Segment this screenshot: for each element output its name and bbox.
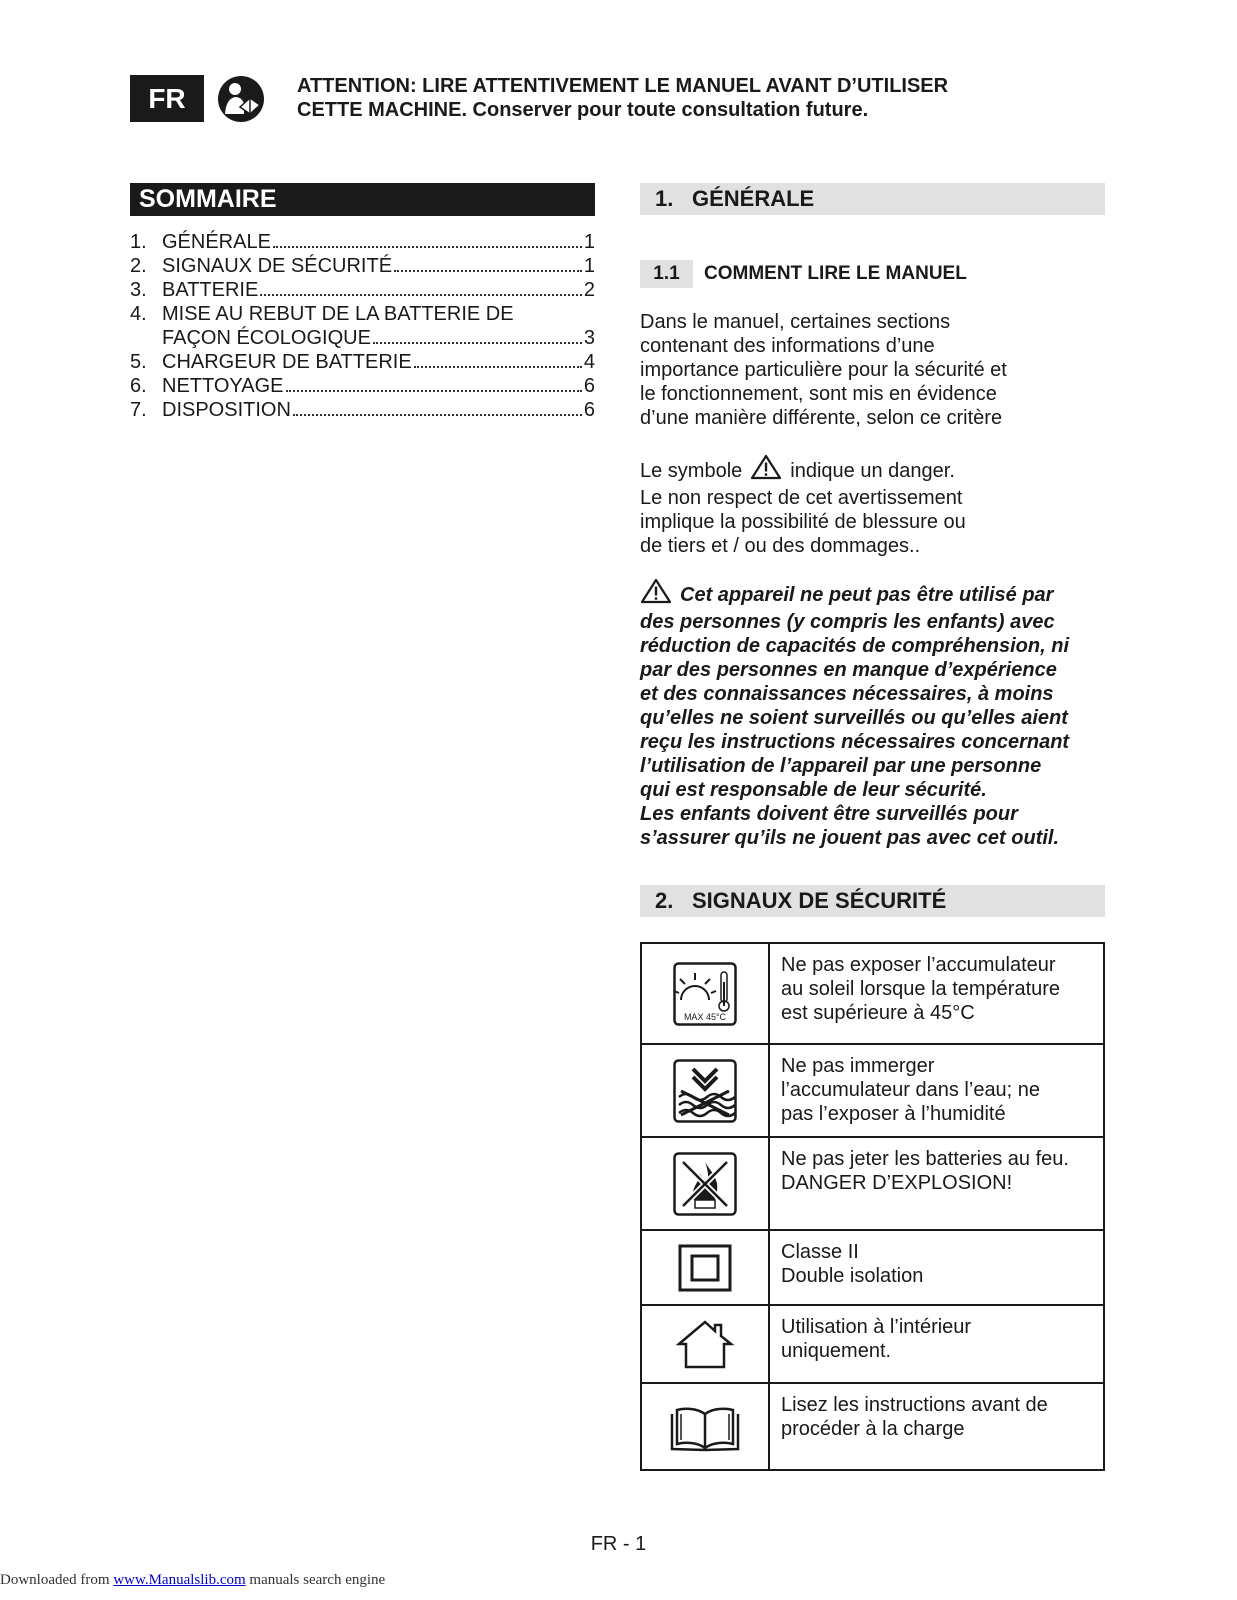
warning-paragraph: Cet appareil ne peut pas être utilisé par des personnes (y compris les enfants) avec réduction de capacités de compréhension, ni par des personnes en manque d’expérience et des connaissances nécessaires, à moins qu’elles ne soient surveillés ou qu’elles aient reçu les instructions nécessaires concernant l’utilisation de l’appareil par une personne qui est responsable de leur sécurité. Les enfants doivent être surveillés pour s’assurer qu’ils ne jouent pas avec cet outil. xyxy=(640,578,1110,850)
open-book-icon xyxy=(641,1383,769,1470)
signal-description: Ne pas exposer l’accumulateur au soleil lorsque la température est supérieure à 45°C xyxy=(769,943,1104,1044)
signal-description: Utilisation à l’intérieur uniquement. xyxy=(769,1305,1104,1383)
double-insulation-icon xyxy=(641,1230,769,1305)
table-row xyxy=(641,943,1104,1044)
no-water-icon xyxy=(641,1044,769,1137)
read-manual-icon xyxy=(216,74,266,124)
signal-description: Classe II Double isolation xyxy=(769,1230,1104,1305)
language-badge: FR xyxy=(130,75,204,122)
subsection-1-1-heading: 1.1 COMMENT LIRE LE MANUEL xyxy=(640,260,967,288)
table-row xyxy=(641,1230,1104,1305)
toc-title: SOMMAIRE xyxy=(130,183,595,216)
toc-item[interactable]: 2. SIGNAUX DE SÉCURITÉ 1 xyxy=(130,255,595,277)
sun-temperature-icon xyxy=(641,943,769,1044)
header-line-2: CETTE MACHINE. Conserver pour toute consultation future. xyxy=(297,99,869,121)
download-notice: Downloaded from www.Manualslib.com manuals search engine xyxy=(0,1572,386,1588)
signal-description: Ne pas jeter les batteries au feu. DANGER D’EXPLOSION! xyxy=(769,1137,1104,1230)
indoor-house-icon xyxy=(641,1305,769,1383)
header-line-1: ATTENTION: LIRE ATTENTIVEMENT LE MANUEL AVANT D’UTILISER xyxy=(297,75,949,97)
warning-triangle-icon xyxy=(750,454,782,486)
table-row xyxy=(641,1044,1104,1137)
svg-text:MAX 45°C: MAX 45°C xyxy=(683,1011,727,1022)
intro-paragraph: Dans le manuel, certaines sections contenant des informations d’une importance particulière pour la sécurité et le fonctionnement, sont mis en évidence d’une manière différente, selon ce critère xyxy=(640,311,1007,429)
page-number: FR - 1 xyxy=(590,1533,647,1555)
toc-item[interactable]: 5. CHARGEUR DE BATTERIE 4 xyxy=(130,351,595,373)
toc-item[interactable]: 3. BATTERIE 2 xyxy=(130,279,595,301)
header-warning xyxy=(297,74,948,122)
warning-triangle-icon xyxy=(640,578,672,610)
manualslib-link[interactable]: www.Manualslib.com xyxy=(113,1572,246,1588)
table-row xyxy=(641,1137,1104,1230)
toc-item[interactable]: 4. MISE AU REBUT DE LA BATTERIE DE xyxy=(130,303,514,325)
no-fire-icon xyxy=(641,1137,769,1230)
toc-item[interactable]: 1. GÉNÉRALE 1 xyxy=(130,231,595,253)
symbol-paragraph: Le symbole indique un danger. Le non respect de cet avertissement implique la possibilité de blessure ou de tiers et / ou des dommages.. xyxy=(640,454,1110,558)
signal-description: Lisez les instructions avant de procéder à la charge xyxy=(769,1383,1104,1470)
table-row xyxy=(641,1305,1104,1383)
table-row xyxy=(641,1383,1104,1470)
safety-signals-table xyxy=(640,942,1105,1471)
toc-item[interactable]: 6. NETTOYAGE 6 xyxy=(130,375,595,397)
section-1-heading: 1. GÉNÉRALE xyxy=(640,183,1105,215)
section-2-heading: 2. SIGNAUX DE SÉCURITÉ xyxy=(640,885,1105,917)
toc-item[interactable]: 7. DISPOSITION 6 xyxy=(130,399,595,421)
table-of-contents xyxy=(130,230,595,422)
toc-item-continued[interactable]: FAÇON ÉCOLOGIQUE 3 xyxy=(162,327,595,349)
signal-description: Ne pas immerger l’accumulateur dans l’eau; ne pas l’exposer à l’humidité xyxy=(769,1044,1104,1137)
